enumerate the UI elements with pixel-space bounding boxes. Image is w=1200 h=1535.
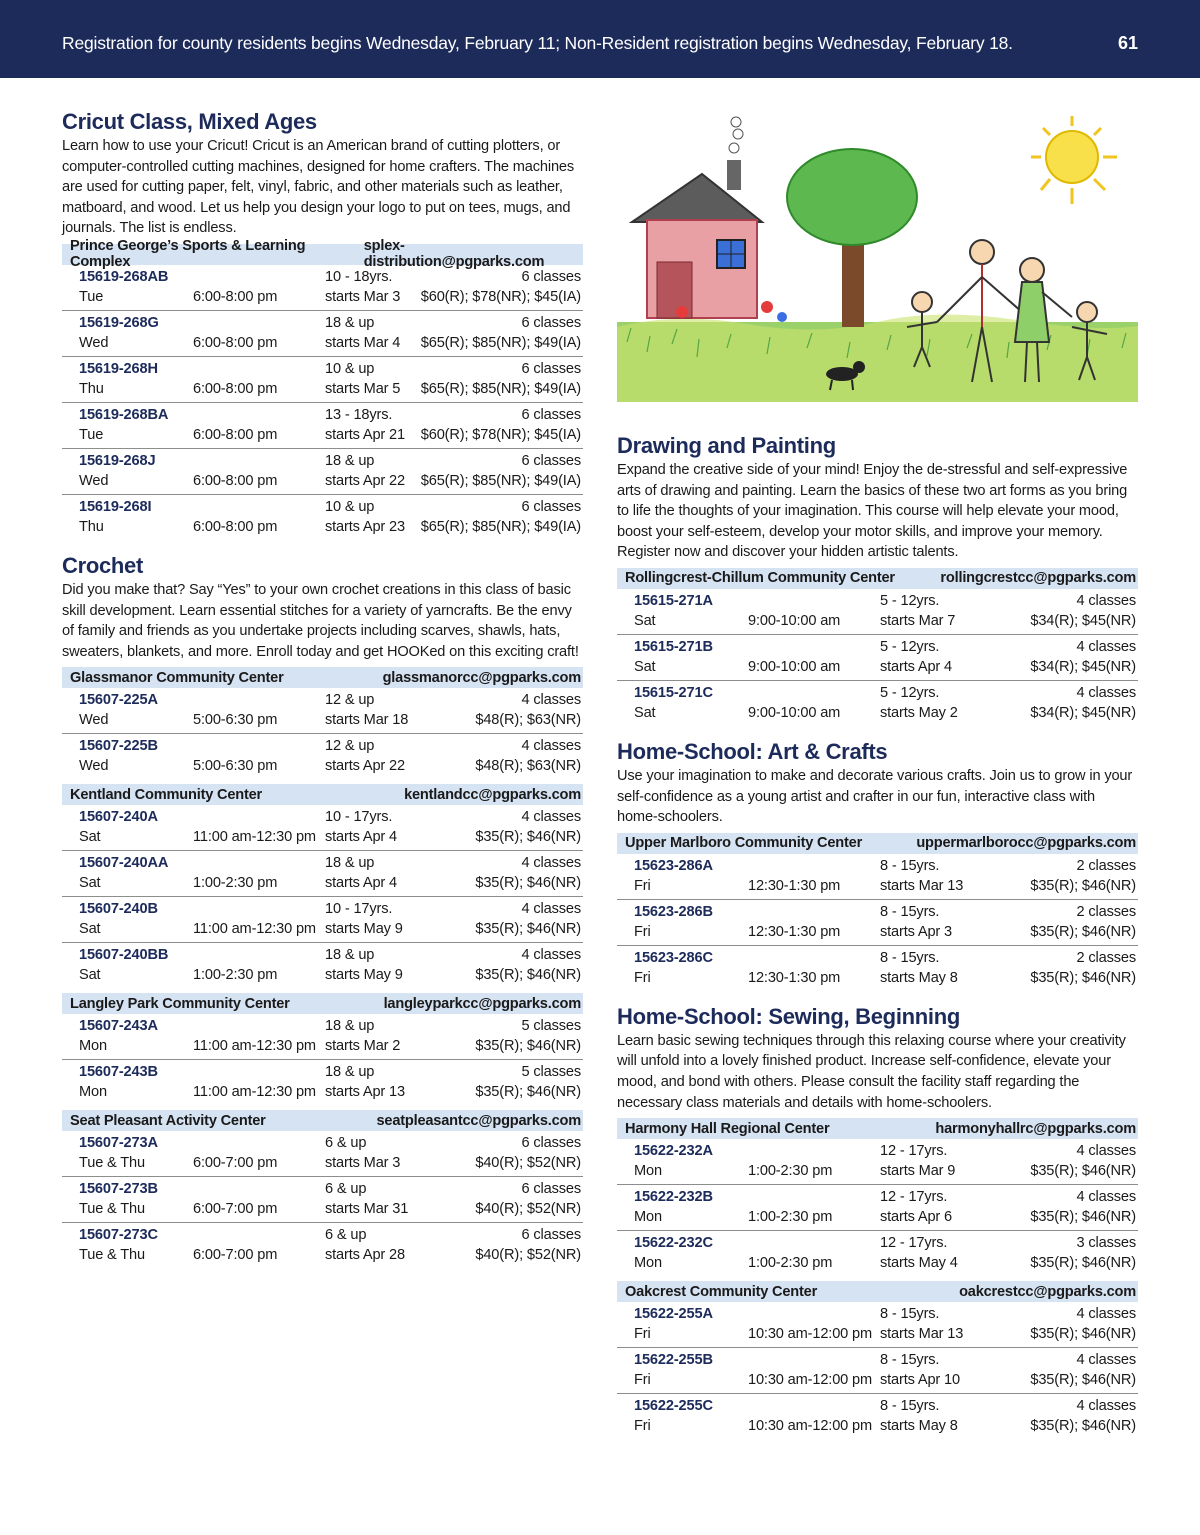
class-fee: $65(R); $85(NR); $49(IA) [420,472,581,489]
class-row [62,1223,583,1268]
class-age: 10 - 17yrs. [325,809,393,826]
class-code: 15622-255B [634,1352,713,1369]
class-row [62,1014,583,1060]
class-age: 12 - 17yrs. [880,1143,948,1160]
class-age: 10 - 18yrs. [325,268,393,285]
class-fee: $65(R); $85(NR); $49(IA) [420,334,581,351]
venue-email: splex-distribution@pgparks.com [363,238,545,271]
class-day: Mon [634,1163,662,1180]
class-time: 6:00-7:00 pm [193,1201,278,1218]
class-time: 5:00-6:30 pm [193,758,278,775]
class-count: 4 classes [1076,638,1136,655]
class-day: Sat [79,967,101,984]
class-day: Tue [79,426,104,443]
class-code: 15622-232A [634,1143,713,1160]
class-code: 15622-255A [634,1306,713,1323]
class-row [62,265,583,311]
class-start: starts Mar 5 [325,380,401,397]
course-description: Use your imagination to make and decorate various crafts. Join us to grow in your self-confidence as a young artist and crafter in our fun, interactive class with home-schoolers. [617,767,1133,826]
class-time: 11:00 am-12:30 pm [193,1084,316,1101]
venue-email: seatpleasantcc@pgparks.com [376,1112,581,1129]
class-time: 1:00-2:30 pm [193,967,278,984]
class-code: 15622-232B [634,1189,713,1206]
class-count: 6 classes [521,314,581,331]
course-description: Did you make that? Say “Yes” to your own crochet creations in this class of basic skill development. Learn essential stitches for a variety of yarncrafts. Be the envy of family and friends as you undertake projects including scarves, shawls, hats, sweaters, blankets, and more. Enroll today and get HOOKed on this exciting craft! [62,581,579,660]
class-age: 8 - 15yrs. [880,949,940,966]
class-count: 4 classes [1076,592,1136,609]
class-code: 15622-255C [634,1398,713,1415]
class-day: Wed [79,472,109,489]
class-day: Wed [79,334,109,351]
class-row [62,897,583,943]
class-fee: $35(R); $46(NR) [1030,1418,1136,1435]
class-day: Sat [79,829,101,846]
course-title: Home-School: Art & Crafts [617,738,888,764]
class-fee: $65(R); $85(NR); $49(IA) [420,518,581,535]
sun-icon [1031,116,1117,204]
venue-header [62,993,583,1014]
class-age: 8 - 15yrs. [880,903,940,920]
class-time: 9:00-10:00 am [748,704,841,721]
class-start: starts May 4 [880,1255,958,1272]
class-day: Tue & Thu [79,1201,145,1218]
class-start: starts Apr 28 [325,1247,405,1264]
class-count: 4 classes [1076,1306,1136,1323]
class-code: 15607-273A [79,1135,158,1152]
venue-name: Rollingcrest-Chillum Community Center [625,570,895,587]
class-time: 12:30-1:30 pm [748,969,841,986]
class-code: 15615-271C [634,684,713,701]
class-code: 15623-286B [634,903,713,920]
venue-name: Kentland Community Center [70,786,263,803]
class-age: 12 & up [325,738,375,755]
class-time: 6:00-8:00 pm [193,334,278,351]
class-count: 4 classes [1076,1143,1136,1160]
class-code: 15607-273B [79,1181,158,1198]
class-start: starts Mar 31 [325,1201,409,1218]
class-row [617,900,1138,946]
class-time: 9:00-10:00 am [748,658,841,675]
registration-notice: Registration for county residents begins Wednesday, February 11; Non-Resident registration begins Wednesday, February 18. [62,33,1013,53]
class-start: starts Apr 21 [325,426,405,443]
class-fee: $60(R); $78(NR); $45(IA) [420,426,581,443]
course-title: Cricut Class, Mixed Ages [62,109,317,134]
class-fee: $34(R); $45(NR) [1030,612,1136,629]
class-time: 11:00 am-12:30 pm [193,921,316,938]
class-count: 5 classes [521,1064,581,1081]
class-time: 6:00-8:00 pm [193,426,278,443]
class-day: Fri [634,923,651,940]
class-start: starts May 2 [880,704,958,721]
class-row [62,357,583,403]
class-time: 11:00 am-12:30 pm [193,829,316,846]
class-start: starts Apr 4 [325,829,398,846]
class-code: 15623-286A [634,857,713,874]
course-section [62,552,583,1268]
left-column [62,108,583,1280]
class-count: 6 classes [521,406,581,423]
class-age: 6 & up [325,1227,367,1244]
class-count: 4 classes [521,947,581,964]
class-code: 15619-268BA [79,406,169,423]
class-fee: $35(R); $46(NR) [475,967,581,984]
class-time: 12:30-1:30 pm [748,923,841,940]
class-code: 15623-286C [634,949,713,966]
class-start: starts Mar 9 [880,1163,956,1180]
class-age: 10 - 17yrs. [325,901,393,918]
class-time: 1:00-2:30 pm [748,1255,833,1272]
class-time: 10:30 am-12:00 pm [748,1372,873,1389]
venue-header [617,568,1138,589]
class-count: 2 classes [1076,949,1136,966]
class-fee: $35(R); $46(NR) [1030,1255,1136,1272]
class-fee: $40(R); $52(NR) [475,1247,581,1264]
course-description: Learn how to use your Cricut! Cricut is an American brand of cutting plotters, or computer-controlled cutting machines, designed for home crafters. The machines are used for cutting paper, felt, vinyl, fabric, and other materials such as leather, matboard, and wood. Let us help you design your logo to put on tees, mugs, and journals. The list is endless. [62,138,575,237]
class-start: starts Mar 7 [880,612,956,629]
class-row [617,946,1138,991]
class-start: starts Apr 4 [880,658,953,675]
venue-header [62,1110,583,1131]
class-count: 4 classes [1076,1398,1136,1415]
venue-email: uppermarlborocc@pgparks.com [916,835,1136,852]
class-code: 15619-268H [79,360,158,377]
class-time: 12:30-1:30 pm [748,877,841,894]
child-drawing-illustration [617,112,1138,402]
venue-header [617,1281,1138,1302]
class-fee: $48(R); $63(NR) [475,758,581,775]
class-fee: $34(R); $45(NR) [1030,658,1136,675]
class-age: 5 - 12yrs. [880,592,940,609]
class-day: Sat [634,658,656,675]
class-age: 18 & up [325,855,375,872]
class-day: Sat [634,612,656,629]
class-start: starts Mar 3 [325,1155,401,1172]
class-code: 15607-240AA [79,855,169,872]
class-row [62,943,583,988]
class-age: 8 - 15yrs. [880,857,940,874]
class-count: 4 classes [1076,684,1136,701]
venue-header [62,667,583,688]
class-code: 15607-225B [79,738,158,755]
venue-name: Oakcrest Community Center [625,1283,818,1300]
class-row [62,1060,583,1105]
course-title: Home-School: Sewing, Beginning [617,1003,961,1029]
class-day: Wed [79,712,109,729]
class-time: 6:00-7:00 pm [193,1247,278,1264]
class-row [617,1348,1138,1394]
class-day: Tue & Thu [79,1155,145,1172]
class-fee: $34(R); $45(NR) [1030,704,1136,721]
class-day: Sat [79,875,101,892]
class-age: 10 & up [325,360,375,377]
class-row [62,403,583,449]
class-time: 5:00-6:30 pm [193,712,278,729]
class-row [62,495,583,540]
class-day: Tue & Thu [79,1247,145,1264]
class-count: 6 classes [521,498,581,515]
class-code: 15607-243B [79,1064,158,1081]
class-day: Fri [634,1418,651,1435]
class-age: 8 - 15yrs. [880,1398,940,1415]
class-fee: $35(R); $46(NR) [1030,923,1136,940]
class-row [617,681,1138,726]
class-count: 2 classes [1076,857,1136,874]
class-start: starts Apr 4 [325,875,398,892]
class-fee: $35(R); $46(NR) [1030,1163,1136,1180]
class-age: 8 - 15yrs. [880,1306,940,1323]
class-age: 8 - 15yrs. [880,1352,940,1369]
class-row [62,734,583,779]
class-row [617,854,1138,900]
venue-name: Glassmanor Community Center [70,669,284,686]
course-section [617,1003,1138,1439]
class-fee: $35(R); $46(NR) [475,921,581,938]
class-day: Sat [79,921,101,938]
class-row [617,589,1138,635]
class-row [617,635,1138,681]
class-count: 6 classes [521,452,581,469]
course-title: Crochet [62,552,144,578]
class-time: 10:30 am-12:00 pm [748,1326,873,1343]
class-start: starts Mar 13 [880,877,964,894]
class-count: 4 classes [521,855,581,872]
class-code: 15607-273C [79,1227,158,1244]
class-row [62,688,583,734]
class-count: 4 classes [521,901,581,918]
class-day: Tue [79,288,104,305]
class-count: 6 classes [521,360,581,377]
venue-header [617,833,1138,854]
class-day: Thu [79,518,104,535]
class-code: 15622-232C [634,1235,713,1252]
class-row [62,851,583,897]
class-count: 4 classes [1076,1352,1136,1369]
venue-email: langleyparkcc@pgparks.com [383,995,581,1012]
class-time: 1:00-2:30 pm [748,1163,833,1180]
class-start: starts Mar 4 [325,334,401,351]
class-fee: $65(R); $85(NR); $49(IA) [420,380,581,397]
class-fee: $35(R); $46(NR) [475,875,581,892]
class-day: Mon [79,1084,107,1101]
class-fee: $35(R); $46(NR) [475,1084,581,1101]
venue-header [62,784,583,805]
class-age: 18 & up [325,1018,375,1035]
class-time: 6:00-7:00 pm [193,1155,278,1172]
class-age: 13 - 18yrs. [325,406,393,423]
class-time: 6:00-8:00 pm [193,472,278,489]
class-start: starts May 9 [325,967,403,984]
class-count: 4 classes [1076,1189,1136,1206]
venue-header [62,238,583,271]
class-age: 18 & up [325,1064,375,1081]
course-title: Drawing and Painting [617,433,836,458]
right-column [617,432,1138,1451]
class-fee: $35(R); $46(NR) [1030,1209,1136,1226]
class-start: starts Apr 23 [325,518,405,535]
class-row [62,1131,583,1177]
house-icon [632,117,762,318]
venue-name: Langley Park Community Center [70,995,290,1012]
class-fee: $35(R); $46(NR) [475,829,581,846]
class-count: 6 classes [521,268,581,285]
class-age: 5 - 12yrs. [880,684,940,701]
class-code: 15619-268G [79,314,159,331]
class-age: 18 & up [325,947,375,964]
class-row [617,1139,1138,1185]
class-code: 15607-243A [79,1018,158,1035]
class-count: 3 classes [1076,1235,1136,1252]
class-day: Thu [79,380,104,397]
class-row [62,449,583,495]
class-count: 2 classes [1076,903,1136,920]
class-day: Sat [634,704,656,721]
class-code: 15615-271A [634,592,713,609]
class-age: 12 - 17yrs. [880,1189,948,1206]
venue-name: Prince George’s Sports & Learning Complex [70,238,306,271]
class-start: starts Apr 13 [325,1084,405,1101]
class-code: 15607-240BB [79,947,169,964]
class-day: Wed [79,758,109,775]
page-number: 61 [1117,33,1138,53]
class-row [62,1177,583,1223]
class-start: starts Apr 6 [880,1209,953,1226]
class-start: starts Mar 3 [325,288,401,305]
venue-email: rollingcrestcc@pgparks.com [940,570,1136,587]
course-section [617,738,1138,991]
class-fee: $40(R); $52(NR) [475,1201,581,1218]
class-start: starts Apr 3 [880,923,953,940]
class-start: starts Mar 2 [325,1038,401,1055]
tree-icon [787,149,917,327]
class-start: starts Apr 10 [880,1372,960,1389]
class-row [62,311,583,357]
class-row [617,1302,1138,1348]
class-day: Mon [634,1209,662,1226]
class-time: 1:00-2:30 pm [748,1209,833,1226]
class-fee: $35(R); $46(NR) [475,1038,581,1055]
class-time: 6:00-8:00 pm [193,518,278,535]
class-start: starts May 9 [325,921,403,938]
course-section [617,432,1138,726]
class-fee: $35(R); $46(NR) [1030,877,1136,894]
class-age: 5 - 12yrs. [880,638,940,655]
class-code: 15615-271B [634,638,713,655]
class-age: 12 & up [325,692,375,709]
class-day: Mon [79,1038,107,1055]
venue-name: Seat Pleasant Activity Center [70,1112,266,1129]
class-row [62,805,583,851]
class-time: 1:00-2:30 pm [193,875,278,892]
class-count: 6 classes [521,1135,581,1152]
class-fee: $35(R); $46(NR) [1030,969,1136,986]
class-fee: $60(R); $78(NR); $45(IA) [420,288,581,305]
course-description: Expand the creative side of your mind! Enjoy the de-stressful and self-expressive arts of drawing and painting. Learn the basics of these two art forms as you bring to life the thoughts of your imagination. This course will help elevate your mood, boost your self-esteem, develop your motor skills, and improve your memory. Register now and discover your hidden artistic talents. [617,462,1128,561]
class-count: 5 classes [521,1018,581,1035]
class-code: 15619-268AB [79,268,169,285]
class-row [617,1231,1138,1276]
venue-email: kentlandcc@pgparks.com [404,786,581,803]
class-time: 10:30 am-12:00 pm [748,1418,873,1435]
class-code: 15619-268I [79,498,152,515]
venue-header [617,1118,1138,1139]
class-code: 15607-240A [79,809,158,826]
course-description: Learn basic sewing techniques through this relaxing course where your creativity will unfold into a lovely finished product. Increase self-confidence, elevate your mood, and bond with others. Please consult the facility staff regarding the necessary class materials and details with home-schoolers. [617,1032,1126,1111]
class-start: starts May 8 [880,1418,958,1435]
class-day: Fri [634,1326,651,1343]
class-code: 15607-240B [79,901,158,918]
class-time: 6:00-8:00 pm [193,380,278,397]
class-age: 12 - 17yrs. [880,1235,948,1252]
class-day: Fri [634,877,651,894]
venue-email: harmonyhallrc@pgparks.com [935,1120,1136,1137]
venue-name: Upper Marlboro Community Center [625,835,863,852]
class-start: starts May 8 [880,969,958,986]
class-start: starts Mar 13 [880,1326,964,1343]
class-day: Mon [634,1255,662,1272]
class-fee: $40(R); $52(NR) [475,1155,581,1172]
venue-email: glassmanorcc@pgparks.com [382,669,581,686]
class-fee: $48(R); $63(NR) [475,712,581,729]
class-time: 6:00-8:00 pm [193,288,278,305]
class-time: 9:00-10:00 am [748,612,841,629]
class-start: starts Mar 18 [325,712,409,729]
class-time: 11:00 am-12:30 pm [193,1038,316,1055]
class-start: starts Apr 22 [325,758,405,775]
class-fee: $35(R); $46(NR) [1030,1326,1136,1343]
class-count: 6 classes [521,1227,581,1244]
class-day: Fri [634,1372,651,1389]
header-bar [0,0,1200,78]
class-age: 18 & up [325,314,375,331]
course-section [62,108,583,540]
class-count: 4 classes [521,809,581,826]
venue-email: oakcrestcc@pgparks.com [959,1283,1136,1300]
class-age: 6 & up [325,1181,367,1198]
class-age: 6 & up [325,1135,367,1152]
class-count: 4 classes [521,738,581,755]
class-age: 18 & up [325,452,375,469]
class-age: 10 & up [325,498,375,515]
venue-name: Harmony Hall Regional Center [625,1120,830,1137]
class-code: 15619-268J [79,452,156,469]
class-code: 15607-225A [79,692,158,709]
class-row [617,1185,1138,1231]
class-row [617,1394,1138,1439]
class-fee: $35(R); $46(NR) [1030,1372,1136,1389]
class-start: starts Apr 22 [325,472,405,489]
class-count: 4 classes [521,692,581,709]
class-day: Fri [634,969,651,986]
class-count: 6 classes [521,1181,581,1198]
